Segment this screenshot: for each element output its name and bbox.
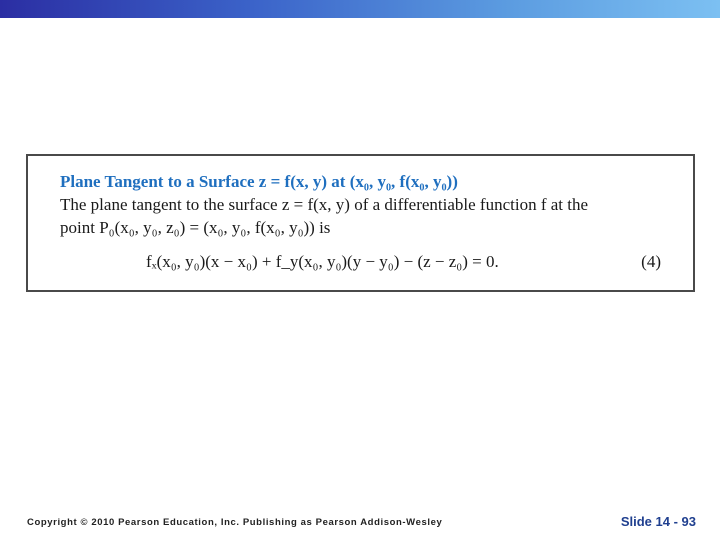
title-bar-band [0, 0, 720, 18]
tangent-plane-equation: fₓ(x₀, y₀)(x − x₀) + f_y(x₀, y₀)(y − y₀) − (z − z₀) = 0. [146, 252, 499, 271]
theorem-text-line-2: point P₀(x₀, y₀, z₀) = (x₀, y₀, f(x₀, y₀)) is [60, 218, 331, 237]
copyright-notice: Copyright © 2010 Pearson Education, Inc. Publishing as Pearson Addison-Wesley [27, 517, 443, 528]
theorem-box [26, 154, 695, 292]
theorem-text-line-1: The plane tangent to the surface z = f(x, y) of a differentiable function f at the [60, 195, 589, 214]
equation-number: (4) [641, 252, 661, 271]
theorem-heading: Plane Tangent to a Surface z = f(x, y) at (x₀, y₀, f(x₀, y₀)) [60, 172, 458, 191]
slide-number: Slide 14 - 93 [620, 514, 696, 529]
